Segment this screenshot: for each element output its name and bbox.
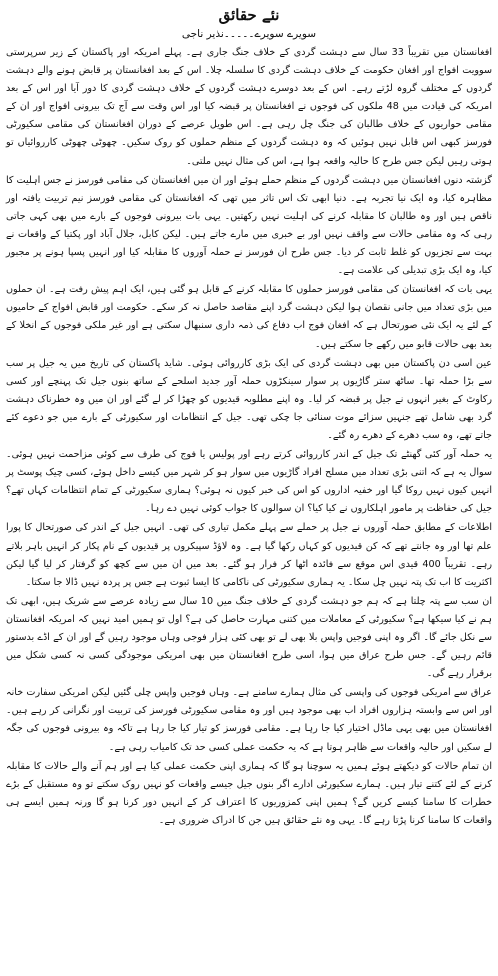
article-paragraph: عین اسی دن پاکستان میں بھی دہشت گردی کی ایک بڑی کارروائی ہوئی۔ شاید پاکستان کی تاریخ میں یہ جیل پر سب سے بڑا حملہ تھا۔ ساٹھ ستر گاڑیوں پر سوار سینکڑوں حملہ آور جدید اسلحے کے ساتھ بنوں جیل تک پہنچے اور کسی رکاوٹ کے بغیر انہوں نے جیل پر قبضہ کر لیا۔ وہ اپنے مطلوبہ قیدیوں کو چھڑا کر لے گئے اور ان میں وہ خطرناک دہشت گرد بھی شامل تھے جنہیں سزائے موت سنائی جا چکی تھی۔ جیل کے انتظامات اور سکیورٹی کے بارے میں جو دعوے کئے جاتے تھے، وہ سب دھرے کے دھرے رہ گئے۔ bbox=[6, 357, 492, 441]
article-body bbox=[6, 44, 492, 830]
article-paragraph: افغانستان میں تقریباً 33 سال سے دہشت گردی کے خلاف جنگ جاری ہے۔ پہلے امریکہ اور پاکستان کے زیر سرپرستی سوویت افواج اور افغان حکومت کے خلاف دہشت گردی کا سلسلہ چلا۔ اس کے بعد افغانستان پر قابض ہونے والے دہشت گردوں کے مختلف گروہ لڑتے رہے۔ اس کے بعد دوسرے دہشت گردوں کے خلاف دہشت گردی کا دور آیا اور اس کے بعد امریکہ کی قیادت میں 48 ملکوں کی فوجوں نے افغانستان پر قبضہ کیا اور اس وقت سے آج تک بیرونی افواج اور ان کے مقامی حواریوں کے خلاف طالبان کی جنگ چل رہی ہے۔ اس طویل عرصے کے دوران افغانستان کی مقامی سکیورٹی فورسز کبھی اس قابل نہیں ہوئیں کہ وہ دہشت گردوں کے منظم حملوں کو روک سکیں۔ چھوٹی چھوٹی کارروائیاں تو ہوتی رہیں لیکن جس طرح کا حالیہ واقعہ ہوا ہے، اس کی مثال نہیں ملتی۔ bbox=[6, 47, 493, 167]
article-paragraph: یہ حملہ آور کئی گھنٹے تک جیل کے اندر کارروائی کرتے رہے اور پولیس یا فوج کی طرف سے کوئی مزاحمت نہیں ہوئی۔ سوال یہ ہے کہ اتنی بڑی تعداد میں مسلح افراد گاڑیوں میں سوار ہو کر شہر میں کیسے داخل ہوئے، کسی چیک پوسٹ پر انہیں کیوں نہیں روکا گیا اور خفیہ اداروں کو اس کی خبر کیوں نہ ہوئی؟ ہماری سکیورٹی کے تمام انتظامات کہاں تھے؟ جیل کی حفاظت پر مامور اہلکاروں نے کیا کیا؟ ان سوالوں کا جواب کوئی نہیں دے رہا۔ bbox=[6, 449, 492, 515]
article-paragraph: گزشتہ دنوں افغانستان میں دہشت گردوں کے منظم حملے ہوئے اور ان میں افغانستان کی مقامی فورسز نے جس اہلیت کا مظاہرہ کیا، وہ ایک نیا تجربہ ہے۔ دنیا ابھی تک اس تاثر میں تھی کہ افغانستان کی مقامی فورسز نیم تربیت یافتہ اور ناقص ہیں اور وہ طالبان کا مقابلہ کرنے کی اہلیت نہیں رکھتیں۔ یہی بات بیرونی فوجوں کے بارے میں بھی کہی جاتی رہی کہ وہ مقامی حالات سے واقف نہیں اور بے خبری میں مارے جاتے ہیں۔ لیکن کابل، جلال آباد اور پکتیا کے واقعات نے بہت سے تجزیوں کو غلط ثابت کر دیا۔ جس طرح ان فورسز نے حملہ آوروں کا مقابلہ کیا اور انہیں پسپا ہونے پر مجبور کیا، وہ ایک بڑی تبدیلی کی علامت ہے۔ bbox=[6, 174, 492, 277]
article-paragraph: یہی بات کہ افغانستان کی مقامی فورسز حملوں کا مقابلہ کرنے کے قابل ہو گئی ہیں، ایک اہم پیش رفت ہے۔ ان حملوں میں بڑی تعداد میں جانی نقصان ہوا لیکن دہشت گرد اپنے مقاصد حاصل نہ کر سکے۔ حکومت اور قابض افواج کے حامیوں کے لئے یہ ایک نئی صورتحال ہے کہ افغان فوج اب دفاع کی ذمہ داری سنبھال سکتی ہے اور غیر ملکی فوجوں کے انخلا کے بعد بھی حالات قابو میں رکھے جا سکتے ہیں۔ bbox=[6, 284, 492, 350]
article-paragraph: ان سب سے پتہ چلتا ہے کہ ہم جو دہشت گردی کے خلاف جنگ میں 10 سال سے زیادہ عرصے سے شریک ہیں، ابھی تک ہم نے کیا سیکھا ہے؟ سکیورٹی کے معاملات میں کتنی مہارت حاصل کی ہے؟ اول تو ہمیں امید نہیں کہ امریکہ افغانستان سے نکل جائے گا۔ اگر وہ اپنی فوجیں واپس بلا بھی لے تو بھی کئی ہزار فوجی وہاں موجود رہیں گے اور ان کے اڈے بدستور قائم رہیں گے۔ جس طرح عراق میں ہوا، اسی طرح افغانستان میں بھی امریکی موجودگی کسی نہ کسی شکل میں برقرار رہے گی۔ bbox=[6, 595, 492, 680]
article-title: نئے حقائق bbox=[218, 6, 280, 24]
article-paragraph: اطلاعات کے مطابق حملہ آوروں نے جیل پر حملے سے پہلے مکمل تیاری کی تھی۔ انہیں جیل کے اندر کی صورتحال کا پورا علم تھا اور وہ جانتے تھے کہ کن قیدیوں کو کہاں رکھا گیا ہے۔ وہ لاؤڈ سپیکروں پر قیدیوں کے نام پکار کر انہیں باہر بلاتے رہے۔ تقریباً 400 قیدی اس موقع سے فائدہ اٹھا کر فرار ہو گئے۔ بعد میں ان میں سے کچھ کو گرفتار کر لیا گیا لیکن اکثریت کا اب تک پتہ نہیں چل سکا۔ یہ ہماری سکیورٹی کی ناکامی کا ایسا ثبوت ہے جس پر پردہ نہیں ڈالا جا سکتا۔ bbox=[6, 522, 493, 588]
article-paragraph: عراق سے امریکی فوجوں کی واپسی کی مثال ہمارے سامنے ہے۔ وہاں فوجیں واپس چلی گئیں لیکن امریکی سفارت خانہ اور اس سے وابستہ ہزاروں افراد اب بھی موجود ہیں اور وہ مقامی سکیورٹی فورسز کی تربیت اور نگرانی کر رہے ہیں۔ افغانستان میں بھی یہی ماڈل اختیار کیا جا رہا ہے۔ مقامی فورسز کو تیار کیا جا رہا ہے تاکہ وہ بیرونی فوجوں کی جگہ لے سکیں اور حالیہ واقعات سے ظاہر ہوتا ہے کہ یہ حکمت عملی کسی حد تک کامیاب رہی ہے۔ bbox=[6, 687, 492, 753]
article-byline: سویرے سویرے۔۔۔۔۔نذیر ناجی bbox=[181, 28, 317, 40]
article-paragraph: ان تمام حالات کو دیکھتے ہوئے ہمیں یہ سوچنا ہو گا کہ ہماری اپنی حکمت عملی کیا ہے اور ہم آنے والے حالات کا مقابلہ کرنے کے لئے کتنے تیار ہیں۔ ہمارے سکیورٹی ادارے اگر بنوں جیل جیسے واقعات کو نہیں روک سکتے تو وہ مستقبل کے بڑے خطرات کا سامنا کیسے کریں گے؟ ہمیں اپنی کمزوریوں کا اعتراف کر کے انہیں دور کرنا ہو گا ورنہ ہمیں ایسے ہی واقعات کا سامنا کرنا پڑتا رہے گا۔ یہی وہ نئے حقائق ہیں جن کا ادراک ضروری ہے۔ bbox=[6, 760, 492, 826]
